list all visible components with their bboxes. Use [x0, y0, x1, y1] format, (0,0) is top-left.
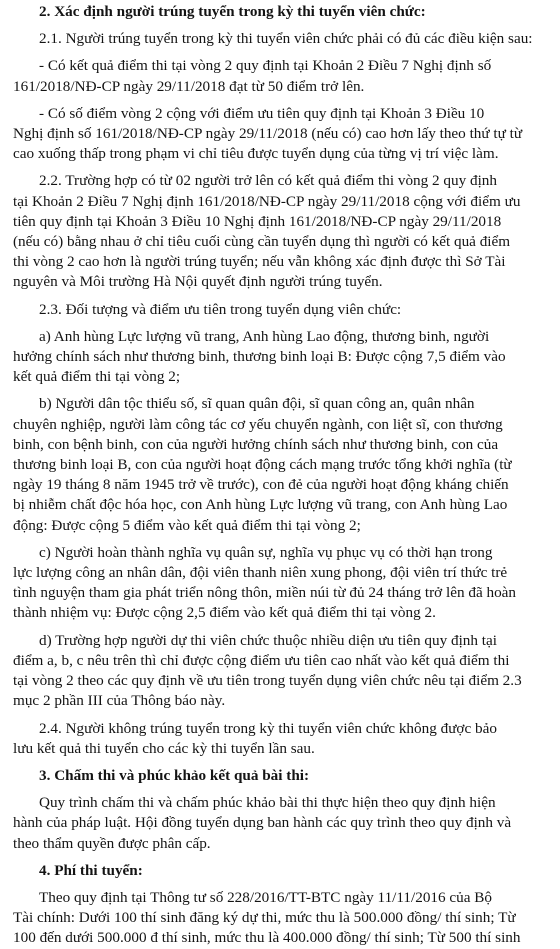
text-line: tình nguyện tham gia phát triển nông thôn, miền núi từ đủ 24 tháng trở lên đã hoàn	[13, 584, 517, 602]
text-line: kết quả điểm thi tại vòng 2;	[13, 368, 181, 386]
text-line: 2.3. Đối tượng và điểm ưu tiên trong tuyển dụng viên chức:	[39, 300, 402, 318]
paragraph	[13, 719, 548, 759]
text-line: hành của pháp luật. Hội đồng tuyển dụng ban hành các quy trình theo quy định và	[13, 814, 512, 832]
text-line: cao xuống thấp trong phạm vi chỉ tiêu được tuyển dụng của từng vị trí việc làm.	[13, 145, 499, 163]
text-line: 2.2. Trường hợp có từ 02 người trở lên có kết quả điểm thi vòng 2 quy định	[39, 172, 497, 190]
text-line: chuyên nghiệp, người làm công tác cơ yếu chuyển ngành, con liệt sĩ, con thương	[13, 415, 503, 433]
text-line: thi vòng 2 cao hơn là người trúng tuyển; nếu vẫn không xác định được thì Sở Tài	[13, 253, 506, 271]
text-line: Theo quy định tại Thông tư số 228/2016/TT-BTC ngày 11/11/2016 của Bộ	[39, 888, 492, 906]
text-line: điểm a, b, c nêu trên thì chỉ được cộng điểm ưu tiên cao nhất vào kết quả điểm thi	[13, 651, 510, 669]
paragraph	[13, 631, 548, 712]
text-line: hưởng chính sách như thương binh, thương binh loại B: Được cộng 7,5 điểm vào	[13, 348, 506, 366]
text-line: - Có kết quả điểm thi tại vòng 2 quy định tại Khoản 2 Điều 7 Nghị định số	[39, 57, 492, 75]
text-line: b) Người dân tộc thiểu số, sĩ quan quân đội, sĩ quan công an, quân nhân	[39, 395, 475, 413]
text-line: theo thẩm quyền được phân cấp.	[13, 834, 211, 852]
text-line: 161/2018/NĐ-CP ngày 29/11/2018 đạt từ 50 điểm trở lên.	[13, 77, 365, 95]
text-line: d) Trường hợp người dự thi viên chức thuộc nhiều diện ưu tiên quy định tại	[39, 631, 497, 649]
text-line: (nếu có) bằng nhau ở chỉ tiêu cuối cùng cần tuyển dụng thì người có kết quả điểm	[13, 233, 511, 251]
paragraph	[13, 300, 548, 320]
text-line: c) Người hoàn thành nghĩa vụ quân sự, nghĩa vụ phục vụ có thời hạn trong	[39, 543, 493, 561]
text-line: tiên quy định tại Khoản 3 Điều 10 Nghị định 161/2018/NĐ-CP ngày 29/11/2018	[13, 212, 502, 230]
text-line: thành nhiệm vụ: Được cộng 2,5 điểm vào kết quả điểm thi tại vòng 2.	[13, 604, 436, 622]
section-heading	[13, 2, 548, 22]
paragraph	[13, 327, 548, 388]
text-line: bị nhiễm chất độc hóa học, con Anh hùng Lực lượng vũ trang, con Anh hùng Lao	[13, 496, 508, 514]
text-line: động: Được cộng 5 điểm vào kết quả điểm thi tại vòng 2;	[13, 516, 361, 534]
text-line: - Có số điểm vòng 2 cộng với điểm ưu tiên quy định tại Khoản 3 Điều 10	[39, 104, 485, 122]
text-line: ngày 19 tháng 8 năm 1945 trở về trước), con đẻ của người hoạt động kháng chiến	[13, 476, 509, 494]
section-heading	[13, 766, 548, 786]
text-line: Tài chính: Dưới 100 thí sinh đăng ký dự thi, mức thu là 500.000 đồng/ thí sinh; Từ	[13, 909, 516, 927]
text-line: nguyên và Môi trường Hà Nội quyết định người trúng tuyển.	[13, 273, 383, 291]
text-line: 3. Chấm thi và phúc khảo kết quả bài thi:	[39, 766, 310, 784]
paragraph	[13, 888, 548, 949]
text-line: tại vòng 2 theo các quy định về ưu tiên trong tuyển dụng viên chức nêu tại điểm 2.3	[13, 672, 522, 690]
text-line: 2.1. Người trúng tuyển trong kỳ thi tuyển viên chức phải có đủ các điều kiện sau:	[39, 30, 533, 48]
paragraph	[13, 29, 548, 49]
paragraph	[13, 793, 548, 854]
text-line: thương binh loại B, con của người hoạt động cách mạng trước tổng khởi nghĩa (từ	[13, 456, 512, 474]
text-line: tại Khoản 2 Điều 7 Nghị định 161/2018/NĐ-CP ngày 29/11/2018 cộng với điểm ưu	[13, 192, 521, 210]
paragraph	[13, 394, 548, 535]
text-line: 100 đến dưới 500.000 đ thí sinh, mức thu là 400.000 đồng/ thí sinh; Từ 500 thí sinh	[13, 929, 521, 947]
paragraph	[13, 104, 548, 165]
text-line: binh, con bệnh binh, con của người hưởng chính sách như thương binh, con của	[13, 435, 499, 453]
text-line: Nghị định số 161/2018/NĐ-CP ngày 29/11/2018 (nếu có) cao hơn lấy theo thứ tự từ	[13, 125, 523, 143]
text-line: mục 2 phần III của Thông báo này.	[13, 692, 226, 710]
text-line: 2. Xác định người trúng tuyển trong kỳ thi tuyển viên chức:	[39, 3, 426, 20]
text-line: a) Anh hùng Lực lượng vũ trang, Anh hùng Lao động, thương binh, người	[39, 327, 490, 345]
text-line: 2.4. Người không trúng tuyển trong kỳ thi tuyển viên chức không được bảo	[39, 719, 497, 737]
paragraph	[13, 171, 548, 292]
section-heading	[13, 861, 548, 881]
paragraph	[13, 543, 548, 624]
text-line: 4. Phí thi tuyển:	[39, 861, 143, 879]
paragraph	[13, 56, 548, 96]
text-line: Quy trình chấm thi và chấm phúc khảo bài thi thực hiện theo quy định hiện	[39, 794, 496, 812]
text-line: lực lượng công an nhân dân, đội viên thanh niên xung phong, đội viên trí thức trẻ	[13, 564, 508, 582]
text-line: lưu kết quả thi tuyển cho các kỳ thi tuyển lần sau.	[13, 739, 315, 757]
